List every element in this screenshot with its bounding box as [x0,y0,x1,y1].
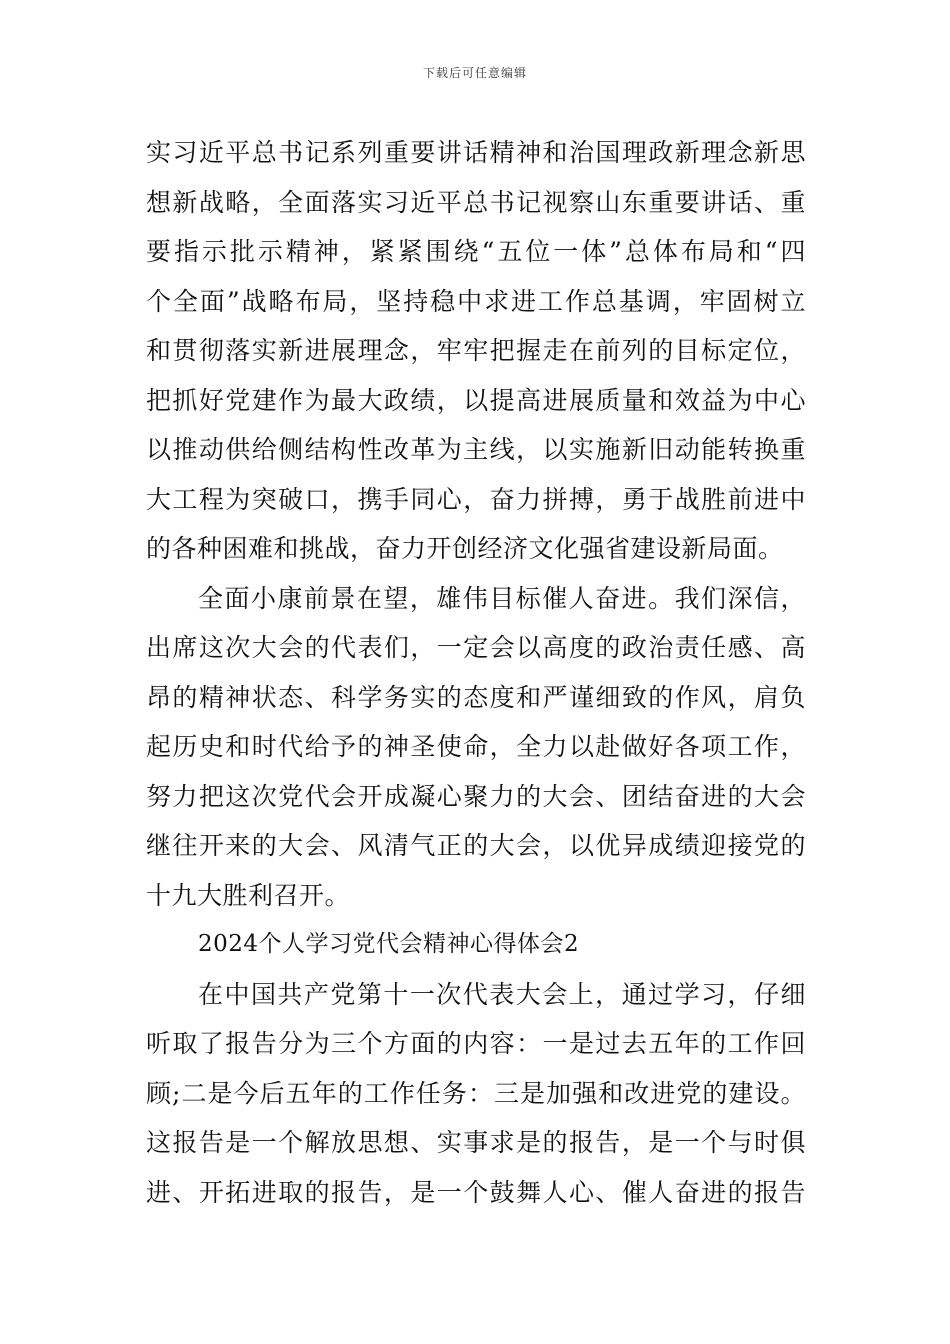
text-line: 想新战略，全面落实习近平总书记视察山东重要讲话、重 [146,187,806,217]
paragraph-3 [146,970,806,1218]
text-line: 以推动供给侧结构性改革为主线，以实施新旧动能转换重 [146,435,806,464]
text-line: 在中国共产党第十一次代表大会上，通过学习，仔细 [198,979,806,1009]
text-line: 和贯彻落实新进展理念，牢牢把握走在前列的目标定位， [146,336,806,365]
text-line: 出席这次大会的代表们，一定会以高度的政治责任感、高 [146,633,806,662]
text-line: 要指示批示精神，紧紧围绕“五位一体”总体布局和“四 [146,237,806,266]
text-line: 顾;二是今后五年的工作任务：三是加强和改进党的建设。 [146,1078,806,1108]
text-line: 这报告是一个解放思想、实事求是的报告，是一个与时俱 [146,1128,806,1157]
paragraph-2 [146,574,806,921]
text-line: 努力把这次党代会开成凝心聚力的大会、团结奋进的大会 [146,781,806,811]
text-line: 全面小康前景在望，雄伟目标催人奋进。我们深信， [198,583,806,613]
text-line: 起历史和时代给予的神圣使命，全力以赴做好各项工作， [146,732,806,761]
text-line: 进、开拓进取的报告，是一个鼓舞人心、催人奋进的报告 [146,1177,806,1207]
text-line: 十九大胜利召开。 [146,880,351,910]
paragraph-1 [146,128,806,574]
text-line: 实习近平总书记系列重要讲话精神和治国理政新理念新思 [146,138,806,167]
section-title: 2024个人学习党代会精神心得体会2 [198,931,580,957]
text-line: 昂的精神状态、科学务实的态度和严谨细致的作风，肩负 [146,682,806,712]
text-line: 继往开来的大会、风清气正的大会，以优异成绩迎接党的 [146,831,806,860]
page-header: 下载后可任意编辑 [422,66,527,80]
text-line: 个全面”战略布局，坚持稳中求进工作总基调，牢固树立 [146,286,806,316]
section-heading [146,920,806,970]
document-body [146,128,806,1217]
text-line: 大工程为突破口，携手同心，奋力拼搏，勇于战胜前进中 [146,484,806,514]
text-line: 的各种困难和挑战，奋力开创经济文化强省建设新局面。 [146,534,784,563]
text-line: 听取了报告分为三个方面的内容：一是过去五年的工作回 [146,1029,806,1058]
text-line: 把抓好党建作为最大政绩，以提高进展质量和效益为中心 [146,385,806,415]
